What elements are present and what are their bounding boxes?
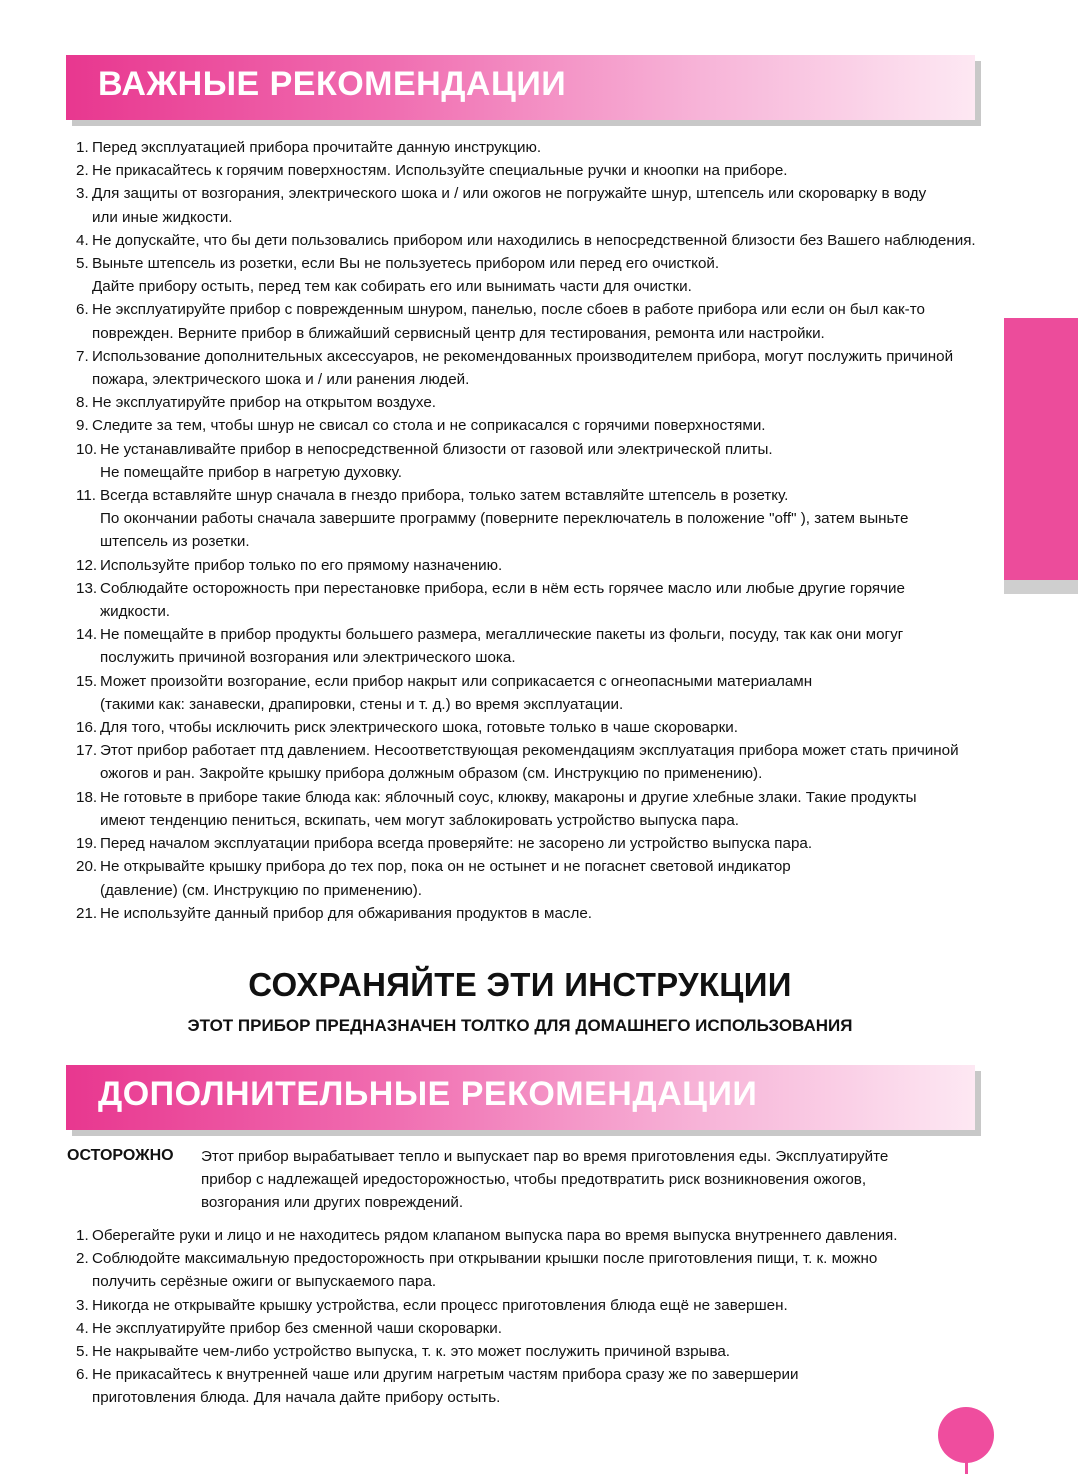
list-item — [76, 484, 1026, 554]
list-item-number: 14. — [76, 626, 98, 644]
list-item-number: 12. — [76, 556, 98, 574]
list-item — [76, 136, 1026, 159]
list-item-number: 11. — [76, 487, 96, 505]
list-item-text: Не помещайте прибор в нагретую духовку. — [100, 463, 402, 481]
list-item-number: 20. — [76, 858, 98, 876]
list-item-number: 21. — [76, 904, 98, 922]
list-item-number: 17. — [76, 742, 98, 760]
caution-text — [201, 1145, 1001, 1214]
list-item — [76, 577, 1026, 623]
list-item — [76, 298, 1026, 344]
list-item-number: 3. — [76, 1296, 89, 1314]
list-item-text: Не прикасайтесь к внутренней чаше или другим нагретым частям прибора сразу же по завершерии — [92, 1366, 799, 1384]
additional-recommendations-list — [76, 1224, 1026, 1410]
list-item-number: 6. — [76, 1366, 89, 1384]
list-item-text: Не эксплуатируйте прибор без сменной чаши скороварки. — [92, 1319, 502, 1337]
list-item-number: 13. — [76, 579, 98, 597]
list-item-text: Соблюдайте осторожность при перестановке прибора, если в нём есть горячее масло или любые другие горячие — [100, 579, 905, 597]
list-item-text: приготовления блюда. Для начала дайте прибору остыть. — [92, 1389, 501, 1407]
list-item — [76, 438, 1026, 484]
section-title: ВАЖНЫЕ РЕКОМЕНДАЦИИ — [98, 65, 567, 103]
save-instructions-title: СОХРАНЯЙТЕ ЭТИ ИНСТРУКЦИИ — [248, 966, 792, 1003]
list-item-number: 4. — [76, 231, 89, 249]
list-item-text: Для того, чтобы исключить риск электрического шока, готовьте только в чаше скороварки. — [100, 719, 738, 737]
list-item-text: получить серёзные ожиги ог выпускаемого пара. — [92, 1273, 437, 1291]
list-item-text: или иные жидкости. — [92, 208, 233, 226]
list-item-text: поврежден. Верните прибор в ближайший сервисный центр для тестирования, ремонта или настройки. — [92, 324, 825, 342]
list-item-number: 5. — [76, 1343, 89, 1361]
list-item-text: жидкости. — [100, 603, 171, 621]
list-item-text: Оберегайте руки и лицо и не находитесь рядом клапаном выпуска пара во время выпуска внутреннего давления. — [92, 1227, 898, 1244]
list-item-text: Перед эксплуатацией прибора прочитайте данную инструкцию. — [92, 139, 542, 156]
list-item-text: Не допускайте, что бы дети пользовались прибором или находились в непосредственной близости без Вашего наблюдения. — [92, 231, 976, 249]
section-banner-important — [66, 55, 975, 120]
list-item — [76, 1340, 1026, 1363]
list-item — [76, 554, 1026, 577]
list-item — [76, 739, 1026, 785]
list-item-number: 3. — [76, 185, 89, 203]
list-item — [76, 1224, 1026, 1247]
list-item — [76, 832, 1026, 855]
list-item — [76, 855, 1026, 901]
list-item — [76, 670, 1026, 716]
list-item-text: Следите за тем, чтобы шнур не свисал со стола и не соприкасался с горячими поверхностями. — [92, 417, 766, 435]
list-item-text: Всегда вставляйте шнур сначала в гнездо прибора, только затем вставляйте штепсель в розетку. — [100, 487, 789, 505]
list-item-number: 7. — [76, 347, 89, 365]
list-item — [76, 414, 1026, 437]
list-item-text: Соблюдойте максимальную предосторожность при открывании крышки после приготовления пищи, т. к. можно — [92, 1250, 878, 1268]
list-item-number: 1. — [76, 139, 89, 156]
section-banner-additional — [66, 1065, 975, 1130]
list-item — [76, 345, 1026, 391]
list-item-text: (такими как: занавески, драпировки, стены и т. д.) во время эксплуатации. — [100, 695, 624, 713]
list-item-number: 4. — [76, 1319, 89, 1337]
list-item-text: Не эксплуатируйте прибор на открытом воздухе. — [92, 394, 436, 412]
list-item — [76, 716, 1026, 739]
list-item-number: 2. — [76, 162, 89, 180]
household-use-subtitle: ЭТОТ ПРИБОР ПРЕДНАЗНАЧЕН ТОЛТКО ДЛЯ ДОМАШНЕГО ИСПОЛЬЗОВАНИЯ — [187, 1016, 853, 1035]
list-item-text: пожара, электрического шока и / или ранения людей. — [92, 371, 470, 389]
list-item-number: 19. — [76, 835, 98, 853]
important-recommendations-list — [76, 136, 1026, 925]
list-item-number: 6. — [76, 301, 89, 319]
caution-line: прибор с надлежащей иредосторожностью, чтобы предотвратить риск возникновения ожогов, — [201, 1171, 867, 1188]
list-item-text: Этот прибор работает птд давлением. Несоответствующая рекомендациям эксплуатация прибора может стать причиной — [100, 742, 959, 760]
list-item-text: Выньте штепсель из розетки, если Вы не пользуетесь прибором или перед его очисткой. — [92, 255, 720, 273]
list-item-number: 8. — [76, 394, 89, 412]
list-item-text: Для защиты от возгорания, электрического шока и / или ожогов не погружайте шнур, штепсель или скороварку в воду — [92, 185, 927, 203]
list-item-number: 9. — [76, 417, 89, 435]
list-item-text: послужить причиной возгорания или электрического шока. — [100, 649, 516, 667]
list-item-text: имеют тенденцию пениться, вскипать, чем могут заблокировать устройство выпуска пара. — [100, 811, 740, 829]
list-item-text: По окончании работы сначала завершите программу (поверните переключатель в положение "off" ), затем выньте — [100, 510, 909, 528]
list-item — [76, 902, 1026, 925]
list-item-text: Никогда не открывайте крышку устройства, если процесс приготовления блюда ещё не завершен. — [92, 1296, 788, 1314]
list-item-text: Не готовьте в приборе такие блюда как: яблочный соус, клюкву, макароны и другие хлебные злаки. Такие продукты — [100, 788, 917, 806]
list-item-text: Не используйте данный прибор для обжаривания продуктов в масле. — [100, 904, 593, 922]
caution-line: Этот прибор вырабатывает тепло и выпускает пар во время приготовления еды. Эксплуатируйте — [201, 1148, 889, 1165]
page-marker-dot — [938, 1407, 994, 1463]
list-item — [76, 786, 1026, 832]
list-item — [76, 1294, 1026, 1317]
list-item-number: 1. — [76, 1227, 89, 1244]
list-item — [76, 229, 1026, 252]
list-item-text: штепсель из розетки. — [100, 533, 250, 551]
list-item-number: 5. — [76, 255, 89, 273]
list-item-number: 16. — [76, 719, 98, 737]
caution-line: возгорания или других повреждений. — [201, 1194, 464, 1211]
caution-label: ОСТОРОЖНО — [67, 1147, 174, 1164]
list-item-number: 15. — [76, 672, 98, 690]
list-item — [76, 1317, 1026, 1340]
list-item-text: ожогов и ран. Закройте крышку прибора должным образом (см. Инструкцию по применению). — [100, 765, 763, 783]
list-item-text: Дайте прибору остыть, перед тем как собирать его или вынимать части для очистки. — [92, 278, 692, 296]
list-item — [76, 1247, 1026, 1293]
section-title: ДОПОЛНИТЕЛЬНЫЕ РЕКОМЕНДАЦИИ — [98, 1075, 758, 1113]
list-item-text: Не эксплуатируйте прибор с поврежденным шнуром, панелью, после сбоев в работе прибора или если он был как-то — [92, 301, 925, 319]
list-item — [76, 182, 1026, 228]
list-item-text: (давление) (см. Инструкцию по применению). — [100, 881, 422, 899]
list-item — [76, 1363, 1026, 1409]
list-item-text: Используйте прибор только по его прямому назначению. — [100, 556, 503, 574]
list-item-text: Не прикасайтесь к горячим поверхностям. Используйте специальные ручки и кноопки на приборе. — [92, 162, 788, 180]
list-item-text: Использование дополнительных аксессуаров, не рекомендованных производителем прибора, могут послужить причиной — [92, 347, 954, 365]
list-item-number: 2. — [76, 1250, 89, 1268]
list-item-text: Не помещайте в прибор продукты большего размера, мегаллические пакеты из фольги, посуду, так как они могуг — [100, 626, 904, 644]
list-item — [76, 391, 1026, 414]
list-item-text: Не устанавливайте прибор в непосредственной близости от газовой или электрической плиты. — [100, 440, 773, 458]
list-item-text: Не открывайте крышку прибора до тех пор, пока он не остынет и не погаснет световой индикатор — [100, 858, 791, 876]
list-item-text: Перед началом эксплуатации прибора всегда проверяйте: не засорено ли устройство выпуска пара. — [100, 835, 813, 853]
list-item — [76, 623, 1026, 669]
list-item-text: Может произойти возгорание, если прибор накрыт или соприкасается с огнеопасными материаламн — [100, 672, 813, 690]
list-item — [76, 159, 1026, 182]
list-item-number: 10. — [76, 440, 98, 458]
list-item-number: 18. — [76, 788, 98, 806]
list-item — [76, 252, 1026, 298]
list-item-text: Не накрывайте чем-либо устройство выпуска, т. к. это может послужить причиной взрыва. — [92, 1343, 731, 1361]
